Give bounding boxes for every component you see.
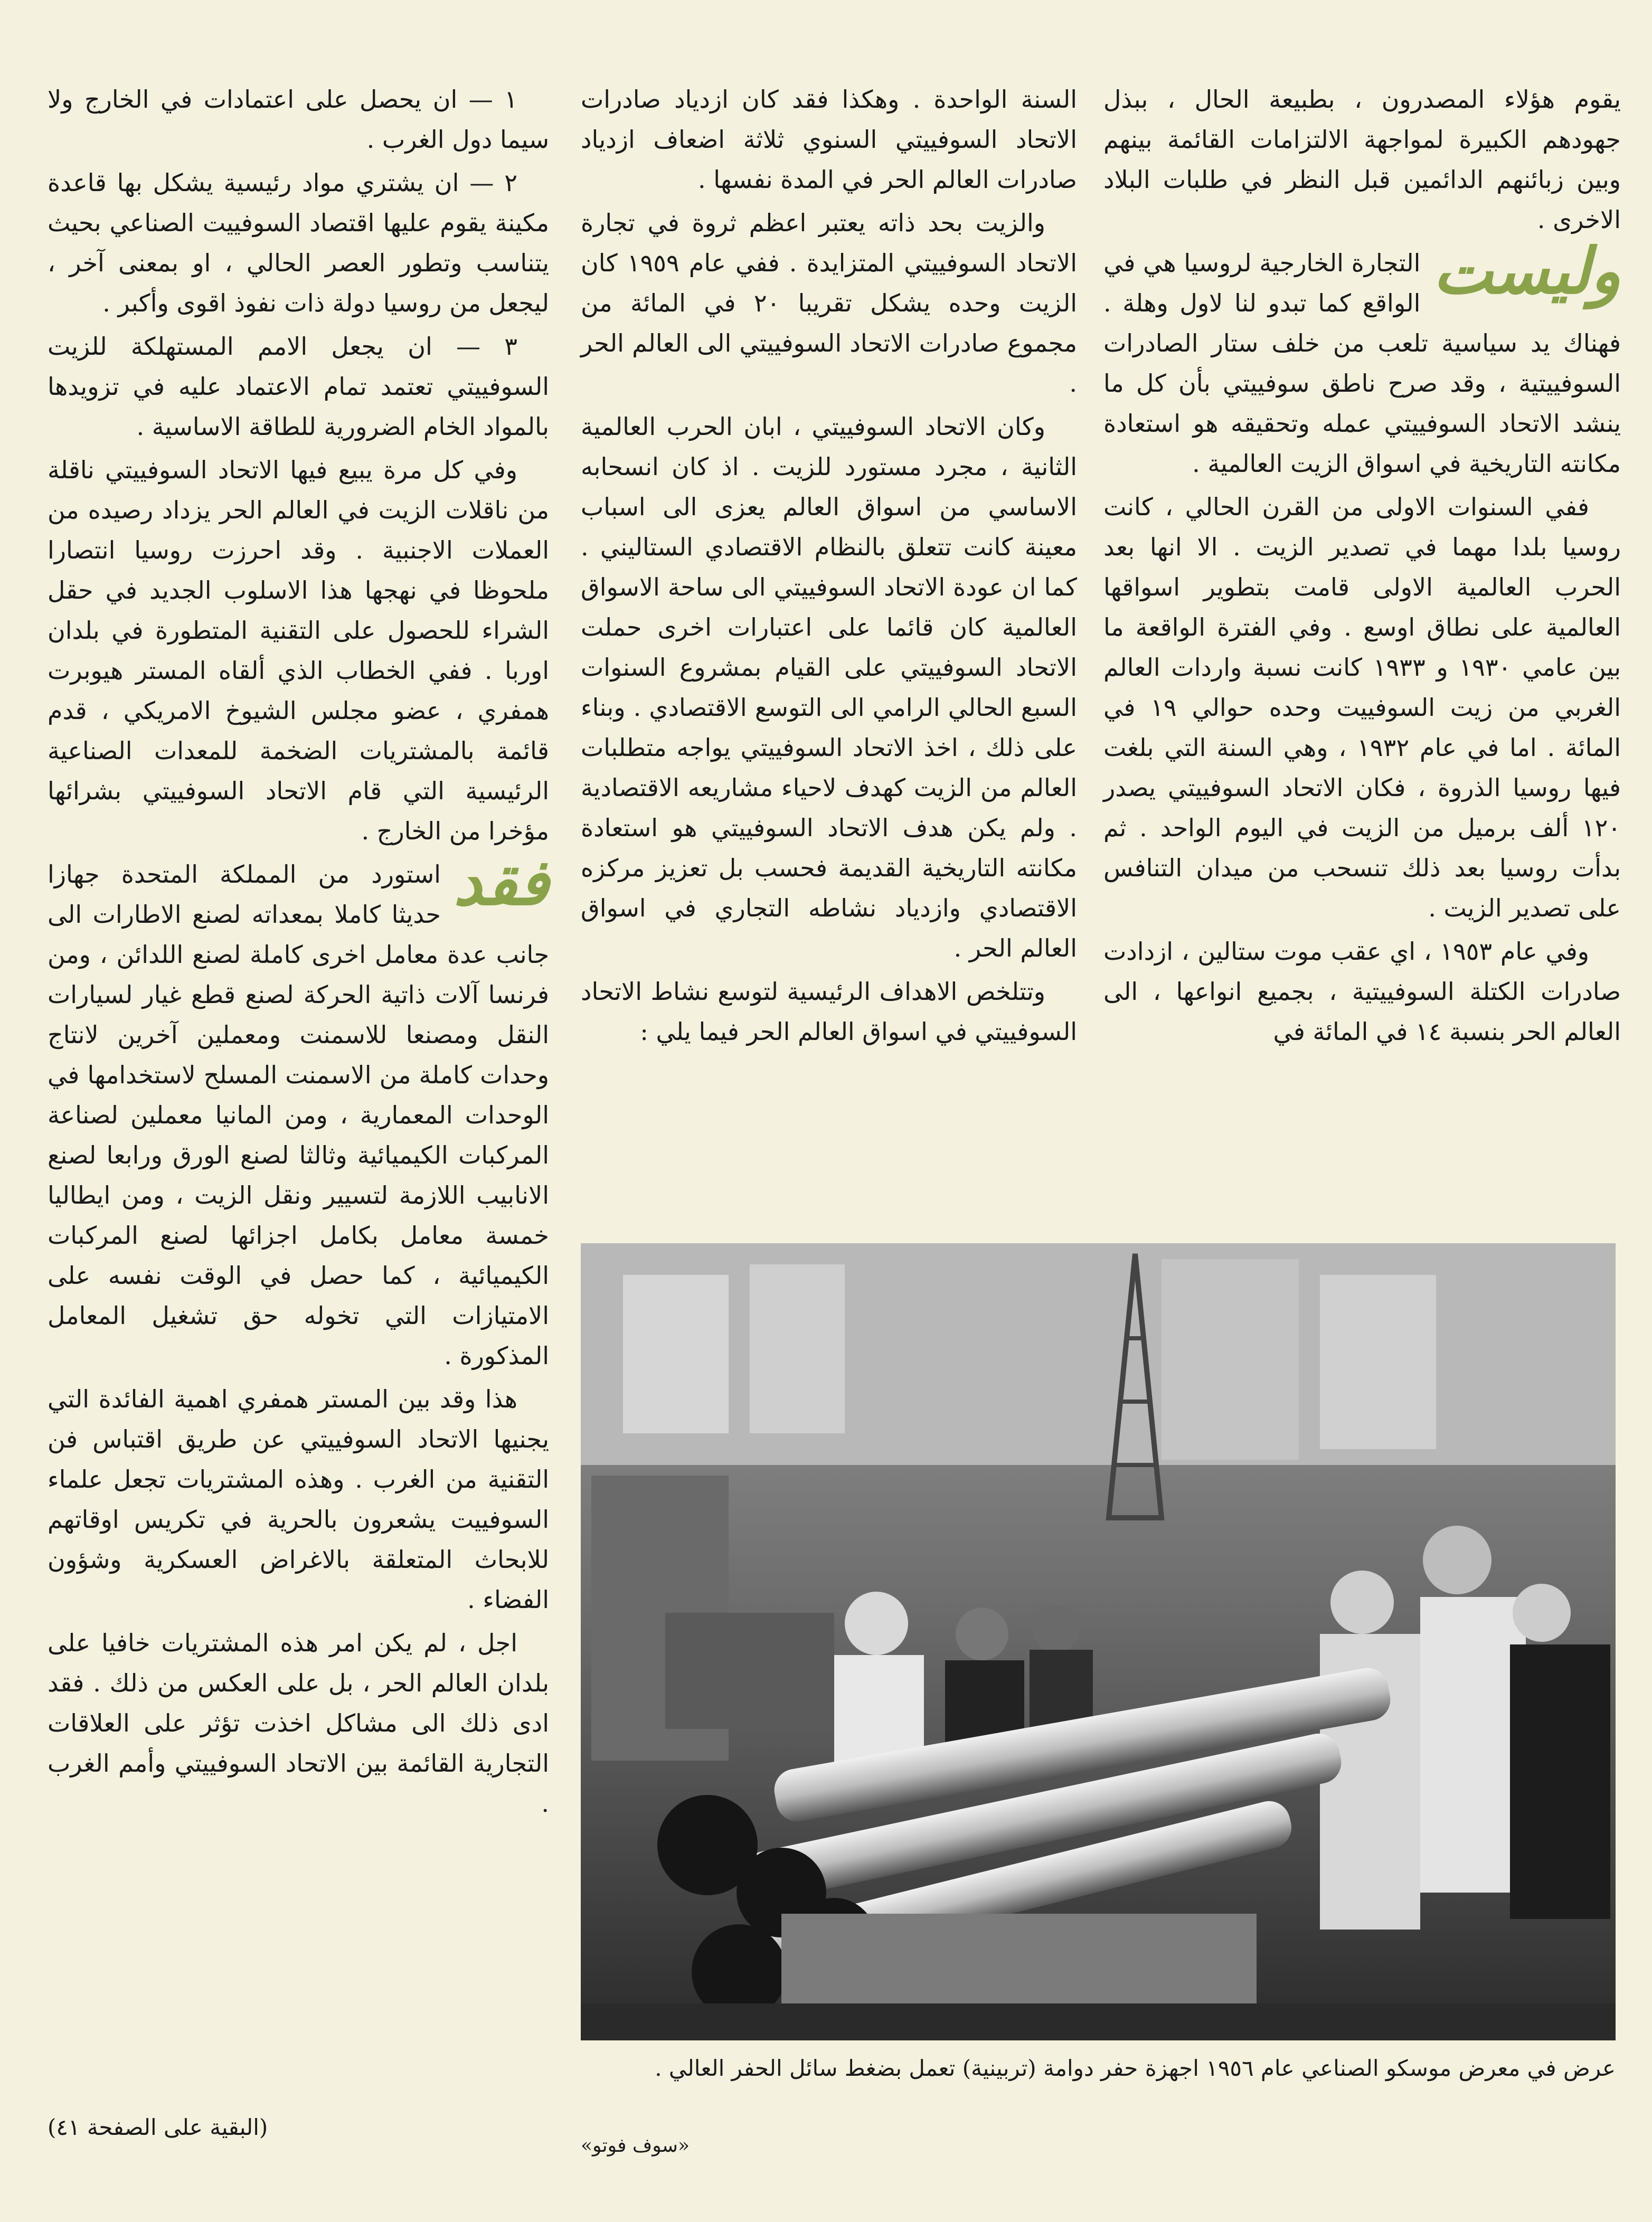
- paragraph: هذا وقد بين المستر همفري اهمية الفائدة التي يجنيها الاتحاد السوفييتي عن طريق اقتباس فن التقنية من الغرب . وهذه المشتريات تجعل علماء السوفييت يشعرون بالحرية في تكريس اوقاتهم للابحاث المتعلقة بالاغراض العسكرية وشؤون الفضاء .: [48, 1385, 549, 1614]
- column-middle: [581, 79, 1077, 1055]
- paragraph: وفي كل مرة يبيع فيها الاتحاد السوفييتي ناقلة من ناقلات الزيت في العالم الحر يزداد رصيده من العملات الاجنبية . وقد احرزت روسيا انتصارا ملحوظا في نهجها هذا الاسلوب الجديد في حقل الشراء للحصول على التقنية المتطورة في بلدان اوربا . ففي الخطاب الذي ألقاه المستر هيوبرت همفري ، عضو مجلس الشيوخ الامريكي ، قدم قائمة بالمشتريات الضخمة للمعدات الصناعية الرئيسية التي قام الاتحاد السوفييتي بشرائها مؤخرا من الخارج .: [48, 456, 549, 845]
- column-right: [1103, 79, 1621, 1055]
- paragraph: السنة الواحدة . وهكذا فقد كان ازدياد صادرات الاتحاد السوفييتي السنوي ثلاثة اضعاف ازدياد صادرات العالم الحر في المدة نفسها .: [581, 85, 1077, 194]
- paragraph: اجل ، لم يكن امر هذه المشتريات خافيا على بلدان العالم الحر ، بل على العكس من ذلك . فقد ادى ذلك الى مشاكل اخذت تؤثر على العلاقات التجارية القائمة بين الاتحاد السوفييتي وأمم الغرب .: [48, 1629, 549, 1818]
- paragraph: يقوم هؤلاء المصدرون ، بطبيعة الحال ، ببذل جهودهم الكبيرة لمواجهة الالتزامات القائمة بينهم وبين زبائنهم الدائمين قبل النظر في طلبات البلاد الاخرى .: [1103, 85, 1621, 234]
- drop-cap-word: فقد: [453, 845, 549, 920]
- paragraph: وكان الاتحاد السوفييتي ، ابان الحرب العالمية الثانية ، مجرد مستورد للزيت . اذ كان انسحابه الاساسي من اسواق العالم يعزى الى اسباب معينة كانت تتعلق بالنظام الاقتصادي الستاليني . كما ان عودة الاتحاد السوفييتي الى ساحة الاسواق العالمية كان قائما على اعتبارات اخرى حملت الاتحاد السوفييتي على القيام بمشروع السنوات السبع الحالي الرامي الى التوسع الاقتصادي . وبناء على ذلك ، اخذ الاتحاد السوفييتي يواجه متطلبات العالم من الزيت كهدف لاحياء مشاريعه الاقتصادية . ولم يكن هدف الاتحاد السوفييتي هو استعادة مكانته التاريخية القديمة فحسب بل تعزيز مركزه الاقتصادي وازدياد نشاطه التجاري في اسواق العالم الحر .: [581, 412, 1077, 962]
- list-item: ١ — ان يحصل على اعتمادات في الخارج ولا سيما دول الغرب .: [48, 85, 549, 154]
- paragraph: وتتلخص الاهداف الرئيسية لتوسع نشاط الاتحاد السوفييتي في اسواق العالم الحر فيما يلي :: [581, 977, 1077, 1046]
- paragraph-text: استورد من المملكة المتحدة جهازا حديثا كاملا بمعداته لصنع الاطارات الى جانب عدة معامل اخرى كاملة لصنع اللدائن ، ومن فرنسا آلات ذاتية الحركة لصنع قطع غيار لسيارات النقل ومصنعا للاسمنت ومعملين آخرين لانتاج وحدات كاملة من الاسمنت المسلح لاستخدامها في الوحدات المعمارية ، ومن المانيا معملين لصناعة المركبات الكيميائية وثالثا لصنع الورق ورابعا لصنع الانابيب اللازمة لتسيير ونقل الزيت ، ومن ايطاليا خمسة معامل بكامل اجزائها لصنع المركبات الكيميائية ، كما حصل في الوقت نفسه على الامتيازات التي تخوله حق تشغيل المعامل المذكورة .: [48, 860, 549, 1370]
- photo-credit: «سوف فوتو»: [581, 2135, 690, 2157]
- paragraph-with-dropcap: [48, 845, 549, 1376]
- paragraph: والزيت بحد ذاته يعتبر اعظم ثروة في تجارة الاتحاد السوفييتي المتزايدة . ففي عام ١٩٥٩ كان الزيت وحده يشكل تقريبا ٢٠ في المائة من مجموع صادرات الاتحاد السوفييتي الى العالم الحر .: [581, 209, 1077, 398]
- paragraph: وفي عام ١٩٥٣ ، اي عقب موت ستالين ، ازدادت صادرات الكتلة السوفييتية ، بجميع انواعها ، الى العالم الحر بنسبة ١٤ في المائة في: [1103, 937, 1621, 1046]
- photo-drilling-turbines: [581, 1243, 1616, 2040]
- photo-caption: عرض في معرض موسكو الصناعي عام ١٩٥٦ اجهزة حفر دوامة (تربينية) تعمل بضغط سائل الحفر العالي .: [655, 2055, 1616, 2081]
- exhibition-photo: [581, 1243, 1616, 2040]
- list-item: ٣ — ان يجعل الامم المستهلكة للزيت السوفييتي تعتمد تمام الاعتماد عليه في تزويدها بالمواد الخام الضرورية للطاقة الاساسية .: [48, 332, 549, 441]
- list-item: ٢ — ان يشتري مواد رئيسية يشكل بها قاعدة مكينة يقوم عليها اقتصاد السوفييت الصناعي بحيث يتناسب وتطور العصر الحالي ، او بمعنى آخر ، ليجعل من روسيا دولة ذات نفوذ اقوى وأكبر .: [48, 168, 549, 317]
- paragraph-with-dropcap: [1103, 234, 1621, 484]
- paragraph-text: التجارة الخارجية لروسيا هي في الواقع كما تبدو لنا لاول وهلة . فهناك يد سياسية تلعب من خلف ستار الصادرات السوفييتية ، وقد صرح ناطق سوفييتي بأن كل ما ينشد الاتحاد السوفييتي عمله وتحقيقه هو استعادة مكانته التاريخية في اسواق الزيت العالمية .: [1103, 249, 1621, 478]
- paragraph: ففي السنوات الاولى من القرن الحالي ، كانت روسيا بلدا مهما في تصدير الزيت . الا انها بعد الحرب العالمية الاولى قامت بتطوير اسواقها العالمية على نطاق اوسع . وفي الفترة الواقعة ما بين عامي ١٩٣٠ و ١٩٣٣ كانت نسبة واردات العالم الغربي من زيت السوفييت وحده حوالي ١٩ في المائة . اما في عام ١٩٣٢ ، وهي السنة التي بلغت فيها روسيا الذروة ، فكان الاتحاد السوفييتي يصدر ١٢٠ ألف برميل من الزيت في اليوم الواحد . ثم بدأت روسيا بعد ذلك تنسحب من ميدان التنافس على تصدير الزيت .: [1103, 493, 1621, 922]
- column-left: [48, 79, 549, 1827]
- drop-cap-word: وليست: [1433, 234, 1621, 308]
- continued-note: (البقية على الصفحة ٤١): [48, 2114, 268, 2140]
